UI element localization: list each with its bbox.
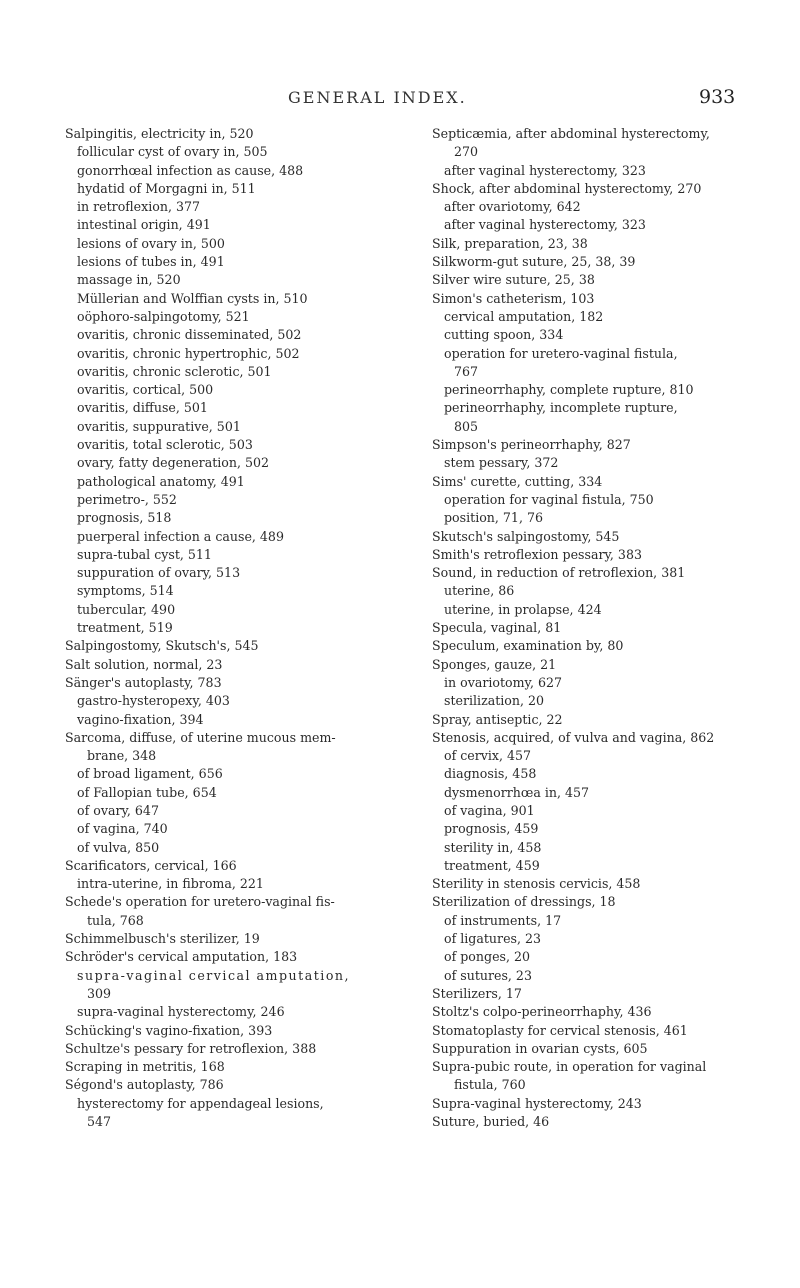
index-entry: Salpingitis, electricity in, 520 [65,126,254,141]
index-entry: Specula, vaginal, 81 [432,620,562,636]
index-entry: Stomatoplasty for cervical stenosis, 461 [432,1022,688,1038]
index-subentry: ovaritis, chronic disseminated, 502 [77,327,302,343]
index-subentry: supra-vaginal hysterectomy, 246 [77,1004,285,1020]
index-subentry: position, 71, 76 [444,510,543,526]
index-subentry: ovaritis, suppurative, 501 [77,418,241,434]
index-entry: Silkworm-gut suture, 25, 38, 39 [432,254,636,270]
index-entry: Shock, after abdominal hysterectomy, 270 [432,180,702,196]
index-entry-continuation: 805 [454,418,479,434]
index-subentry: of vagina, 901 [444,802,535,818]
index-entry: Sterilization of dressings, 18 [432,894,616,910]
index-subentry: of sutures, 23 [444,967,532,983]
index-subentry: lesions of tubes in, 491 [77,254,225,270]
index-subentry: after vaginal hysterectomy, 323 [444,217,646,233]
index-entry: Schede's operation for uretero-vaginal fis- [65,894,335,910]
index-subentry: hysterectomy for appendageal lesions, [77,1095,324,1111]
index-subentry: cutting spoon, 334 [444,327,564,343]
index-entry-continuation: fistula, 760 [454,1077,526,1093]
index-entry: Silver wire suture, 25, 38 [432,272,595,288]
index-subentry: of cervix, 457 [444,748,532,764]
index-entry-continuation: 547 [87,1114,112,1130]
index-column-left [65,125,405,1131]
index-subentry: follicular cyst of ovary in, 505 [77,144,268,160]
index-entry: Sterilizers, 17 [432,985,522,1001]
index-entry: Suture, buried, 46 [432,1114,550,1130]
index-entry: Simon's catheterism, 103 [432,290,595,306]
index-subentry: operation for uretero-vaginal fistula, [444,345,678,361]
index-entry: Sänger's autoplasty, 783 [65,674,222,690]
index-subentry: of ovary, 647 [77,802,159,818]
index-subentry: of broad ligament, 656 [77,766,223,782]
index-entry-continuation: brane, 348 [87,748,157,764]
index-subentry: massage in, 520 [77,272,181,288]
index-subentry: intra-uterine, in fibroma, 221 [77,876,264,892]
index-entry: Scarificators, cervical, 166 [65,857,237,873]
index-entry: Sponges, gauze, 21 [432,656,557,672]
index-entry: Schücking's vagino-fixation, 393 [65,1022,273,1038]
index-subentry: perineorrhaphy, complete rupture, 810 [444,382,694,398]
index-subentry: sterility in, 458 [444,839,542,855]
index-subentry: operation for vaginal fistula, 750 [444,491,654,507]
index-subentry: treatment, 519 [77,620,173,636]
index-subentry: of ligatures, 23 [444,931,542,947]
index-subentry: suppuration of ovary, 513 [77,565,241,581]
index-subentry: after vaginal hysterectomy, 323 [444,162,646,178]
index-subentry: ovaritis, total sclerotic, 503 [77,437,253,453]
index-subentry: stem pessary, 372 [444,455,559,471]
index-subentry: Müllerian and Wolffian cysts in, 510 [77,290,308,306]
index-subentry: perineorrhaphy, incomplete rupture, [444,400,678,416]
index-entry: Spray, antiseptic, 22 [432,711,563,727]
index-subentry: gastro-hysteropexy, 403 [77,693,230,709]
index-subentry: hydatid of Morgagni in, 511 [77,180,256,196]
index-entry: Skutsch's salpingostomy, 545 [432,528,620,544]
index-subentry: pathological anatomy, 491 [77,473,245,489]
index-entry-continuation: 767 [454,363,479,379]
index-subentry: in retroflexion, 377 [77,199,200,215]
index-subentry: ovaritis, cortical, 500 [77,382,214,398]
index-entry: Supra-pubic route, in operation for vaginal [432,1059,707,1075]
index-subentry: vagino-fixation, 394 [77,711,204,727]
index-subentry: diagnosis, 458 [444,766,537,782]
index-entry-continuation: tula, 768 [87,912,144,928]
index-entry: Simpson's perineorrhaphy, 827 [432,437,631,453]
index-subentry: after ovariotomy, 642 [444,199,581,215]
index-subentry: symptoms, 514 [77,583,174,599]
index-entry: Stoltz's colpo-perineorrhaphy, 436 [432,1004,652,1020]
index-subentry: sterilization, 20 [444,693,545,709]
index-subentry: perimetro-, 552 [77,491,177,507]
index-subentry: gonorrhœal infection as cause, 488 [77,162,304,178]
index-subentry: in ovariotomy, 627 [444,674,563,690]
index-entry: Suppuration in ovarian cysts, 605 [432,1040,648,1056]
index-entry: Speculum, examination by, 80 [432,638,624,654]
index-entry: Ségond's autoplasty, 786 [65,1077,224,1093]
index-subentry: puerperal infection a cause, 489 [77,528,284,544]
index-subentry: of Fallopian tube, 654 [77,784,217,800]
index-subentry: oöphoro-salpingotomy, 521 [77,308,250,324]
index-subentry: of vagina, 740 [77,821,168,837]
index-subentry: lesions of ovary in, 500 [77,235,225,251]
index-entry: Salpingostomy, Skutsch's, 545 [65,638,259,654]
running-title: GENERAL INDEX. [288,88,467,107]
index-entry: Sims' curette, cutting, 334 [432,473,603,489]
index-subentry: prognosis, 459 [444,821,539,837]
index-subentry: of ponges, 20 [444,949,531,965]
index-subentry: ovaritis, diffuse, 501 [77,400,208,416]
index-entry-continuation: 270 [454,144,479,160]
page-header [0,86,800,110]
page-number: 933 [699,86,736,108]
index-subentry: of vulva, 850 [77,839,160,855]
index-entry: Supra-vaginal hysterectomy, 243 [432,1095,642,1111]
index-entry: Smith's retroflexion pessary, 383 [432,546,642,562]
index-entry: Sound, in reduction of retroflexion, 381 [432,565,686,581]
index-entry: Sarcoma, diffuse, of uterine mucous mem- [65,729,336,745]
index-entry: Scraping in metritis, 168 [65,1059,225,1075]
index-entry: Septicæmia, after abdominal hysterectomy, [432,126,710,141]
index-subentry: uterine, 86 [444,583,515,599]
index-entry: Schimmelbusch's sterilizer, 19 [65,931,260,947]
index-entry: Schröder's cervical amputation, 183 [65,949,298,965]
index-entry: Silk, preparation, 23, 38 [432,235,588,251]
index-entry: Sterility in stenosis cervicis, 458 [432,876,641,892]
index-subentry: intestinal origin, 491 [77,217,211,233]
index-subentry: ovary, fatty degeneration, 502 [77,455,270,471]
index-subentry: tubercular, 490 [77,601,176,617]
index-subentry: ovaritis, chronic sclerotic, 501 [77,363,272,379]
index-entry-continuation: 309 [87,985,112,1001]
index-subentry: of instruments, 17 [444,912,562,928]
index-subentry: supra-tubal cyst, 511 [77,546,212,562]
index-column-right [432,125,782,1131]
index-entry: Schultze's pessary for retroflexion, 388 [65,1040,317,1056]
index-subentry: treatment, 459 [444,857,540,873]
index-subentry: ovaritis, chronic hypertrophic, 502 [77,345,300,361]
index-subentry: uterine, in prolapse, 424 [444,601,602,617]
index-subentry: dysmenorrhœa in, 457 [444,784,590,800]
index-subentry: prognosis, 518 [77,510,172,526]
index-subentry: supra-vaginal cervical amputation, [77,967,351,983]
index-entry: Salt solution, normal, 23 [65,656,223,672]
index-entry: Stenosis, acquired, of vulva and vagina, 862 [432,729,715,745]
index-subentry: cervical amputation, 182 [444,308,604,324]
